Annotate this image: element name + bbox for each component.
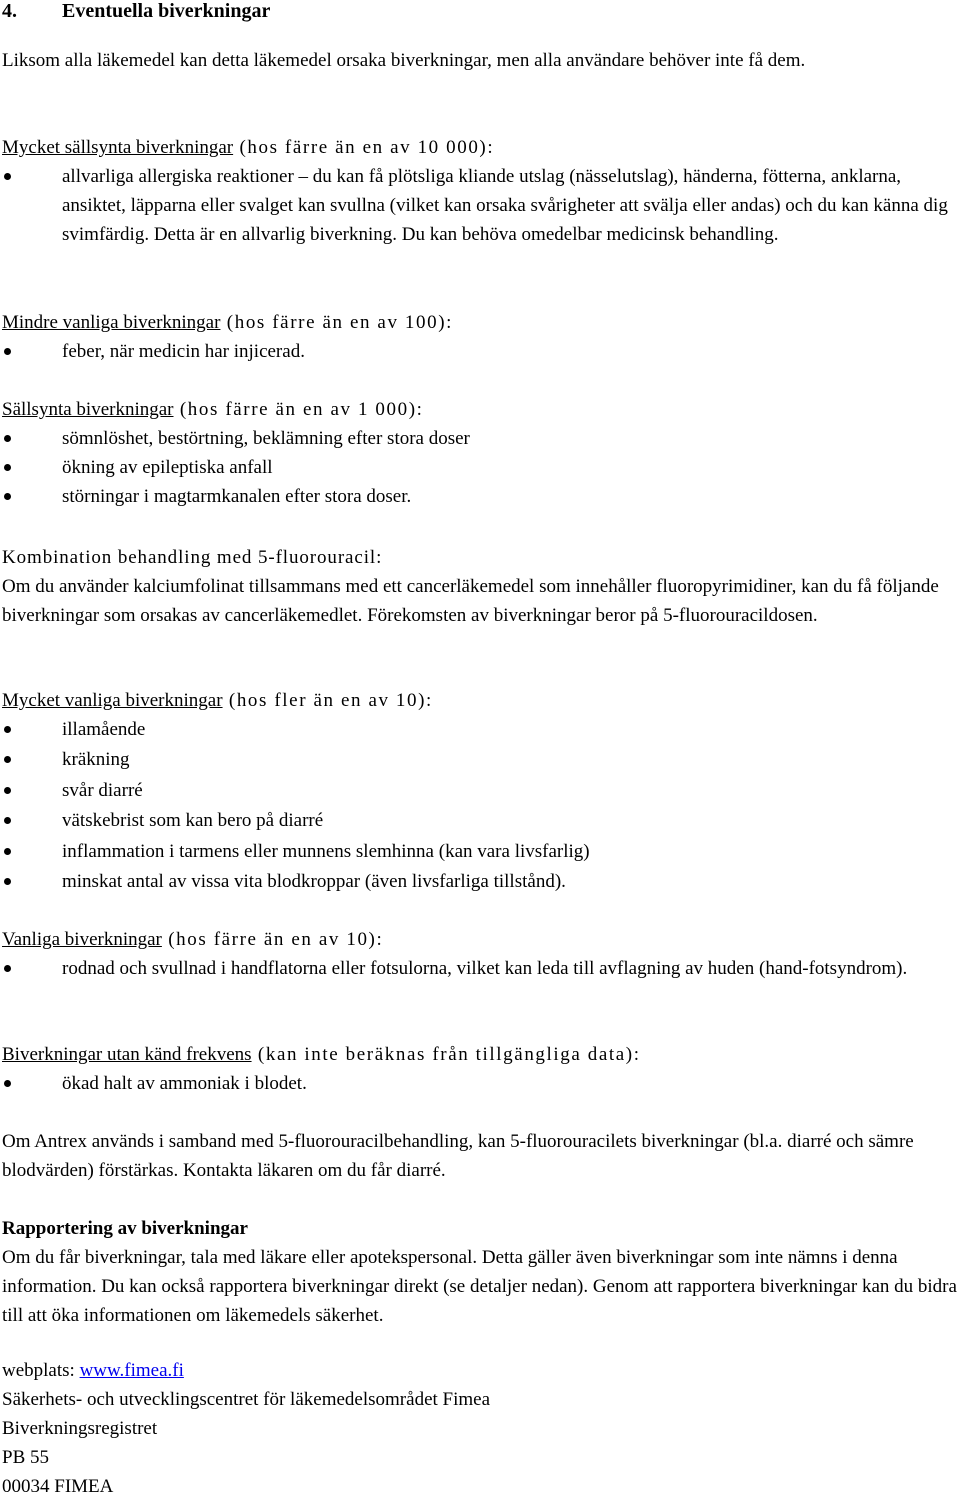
intro-paragraph: Liksom alla läkemedel kan detta läkemedel orsaka biverkningar, men alla användare behöver inte få dem. bbox=[2, 50, 806, 71]
reporting-text: Om du får biverkningar, tala med läkare eller apotekspersonal. Detta gäller även biverkningar som inte nämns i denna information. Du kan också rapportera biverkningar direkt (se detaljer nedan). Genom att rapportera biverkningar kan du bidra till att öka informationen om läkemedels säkerhet. bbox=[2, 1247, 957, 1326]
website-label: webplats: bbox=[2, 1360, 80, 1381]
common-label: Vanliga biverkningar bbox=[2, 929, 162, 950]
common-freq: (hos färre än en av 10): bbox=[161, 929, 384, 950]
list-item: inflammation i tarmens eller munnens slemhinna (kan vara livsfarlig) bbox=[2, 837, 960, 867]
list-item: allvarliga allergiska reaktioner – du kan få plötsliga kliande utslag (nässelutslag), händerna, fötterna, anklarna, ansiktet, läpparna eller svalget kan svullna (vilket kan orsaka svårigheter att svälja eller andas) och du kan känna dig svimfärdig. Detta är en allvarlig biverkning. Du kan behöva omedelbar medicinsk behandling. bbox=[2, 162, 960, 249]
contact-registry: Biverkningsregistret bbox=[2, 1418, 158, 1439]
uncommon-heading bbox=[2, 308, 960, 337]
rare-heading bbox=[2, 395, 960, 424]
rare-freq: (hos färre än en av 1 000): bbox=[173, 399, 424, 420]
rare-list bbox=[2, 424, 960, 511]
list-item: ökning av epileptiska anfall bbox=[2, 453, 960, 482]
website-line bbox=[2, 1356, 960, 1385]
unknown-frequency-list bbox=[2, 1069, 960, 1098]
very-common-freq: (hos fler än en av 10): bbox=[222, 690, 433, 711]
bullet-icon bbox=[4, 464, 11, 471]
very-common-group bbox=[2, 686, 960, 897]
section-title: Eventuella biverkningar bbox=[62, 0, 271, 22]
bullet-icon bbox=[4, 493, 11, 500]
unknown-frequency-freq: (kan inte beräknas från tillgängliga data): bbox=[251, 1044, 641, 1065]
very-rare-freq: (hos färre än en av 10 000): bbox=[233, 137, 495, 158]
bullet-icon bbox=[4, 817, 11, 824]
very-common-list bbox=[2, 715, 960, 897]
list-item: sömnlöshet, bestörtning, beklämning efter stora doser bbox=[2, 424, 960, 453]
list-item: svår diarré bbox=[2, 776, 960, 806]
contact-po-box: PB 55 bbox=[2, 1447, 49, 1468]
antrex-paragraph: Om Antrex används i samband med 5-fluorouracilbehandling, kan 5-fluorouracilets biverkningar (bl.a. diarré och sämre blodvärden) förstärkas. Kontakta läkaren om du får diarré. bbox=[2, 1131, 914, 1181]
bullet-icon bbox=[4, 787, 11, 794]
list-item: kräkning bbox=[2, 745, 960, 775]
section-heading bbox=[2, 0, 270, 26]
bullet-icon bbox=[4, 756, 11, 763]
very-rare-label: Mycket sällsynta biverkningar bbox=[2, 137, 234, 158]
rare-label: Sällsynta biverkningar bbox=[2, 399, 174, 420]
list-item: feber, när medicin har injicerad. bbox=[2, 337, 960, 366]
very-rare-list bbox=[2, 162, 960, 249]
reporting-title: Rapportering av biverkningar bbox=[2, 1218, 248, 1239]
common-list bbox=[2, 954, 960, 983]
common-group bbox=[2, 925, 960, 983]
unknown-frequency-group bbox=[2, 1040, 960, 1098]
section-number: 4. bbox=[2, 0, 17, 22]
very-rare-group bbox=[2, 133, 960, 249]
list-item: störningar i magtarmkanalen efter stora doser. bbox=[2, 482, 960, 511]
bullet-icon bbox=[4, 878, 11, 885]
unknown-frequency-label: Biverkningar utan känd frekvens bbox=[2, 1044, 252, 1065]
bullet-icon bbox=[4, 965, 11, 972]
website-link[interactable]: www.fimea.fi bbox=[79, 1360, 184, 1381]
uncommon-group bbox=[2, 308, 960, 366]
list-item: ökad halt av ammoniak i blodet. bbox=[2, 1069, 960, 1098]
combination-heading: Kombination behandling med 5-fluorouracil: bbox=[2, 547, 383, 568]
bullet-icon bbox=[4, 348, 11, 355]
bullet-icon bbox=[4, 435, 11, 442]
unknown-frequency-heading bbox=[2, 1040, 960, 1069]
reporting-section bbox=[2, 1214, 960, 1330]
bullet-icon bbox=[4, 1080, 11, 1087]
combination-text: Om du använder kalciumfolinat tillsammans med ett cancerläkemedel som innehåller fluoropyrimidiner, kan du få följande biverkningar som orsakas av cancerläkemedlet. Förekomsten av biverkningar beror på 5-fluorouracildosen. bbox=[2, 576, 939, 626]
contact-block bbox=[2, 1356, 960, 1501]
very-common-label: Mycket vanliga biverkningar bbox=[2, 690, 223, 711]
very-rare-heading bbox=[2, 133, 960, 162]
uncommon-list bbox=[2, 337, 960, 366]
bullet-icon bbox=[4, 726, 11, 733]
contact-organization: Säkerhets- och utvecklingscentret för läkemedelsområdet Fimea bbox=[2, 1389, 491, 1410]
list-item: vätskebrist som kan bero på diarré bbox=[2, 806, 960, 836]
contact-postal-code: 00034 FIMEA bbox=[2, 1476, 114, 1497]
bullet-icon bbox=[4, 848, 11, 855]
list-item: rodnad och svullnad i handflatorna eller fotsulorna, vilket kan leda till avflagning av huden (hand-fotsyndrom). bbox=[2, 954, 960, 983]
uncommon-freq: (hos färre än en av 100): bbox=[220, 312, 454, 333]
bullet-icon bbox=[4, 173, 11, 180]
common-heading bbox=[2, 925, 960, 954]
very-common-heading bbox=[2, 686, 960, 715]
list-item: illamående bbox=[2, 715, 960, 745]
uncommon-label: Mindre vanliga biverkningar bbox=[2, 312, 221, 333]
rare-group bbox=[2, 395, 960, 511]
list-item: minskat antal av vissa vita blodkroppar (även livsfarliga tillstånd). bbox=[2, 867, 960, 897]
combination-section bbox=[2, 543, 960, 630]
